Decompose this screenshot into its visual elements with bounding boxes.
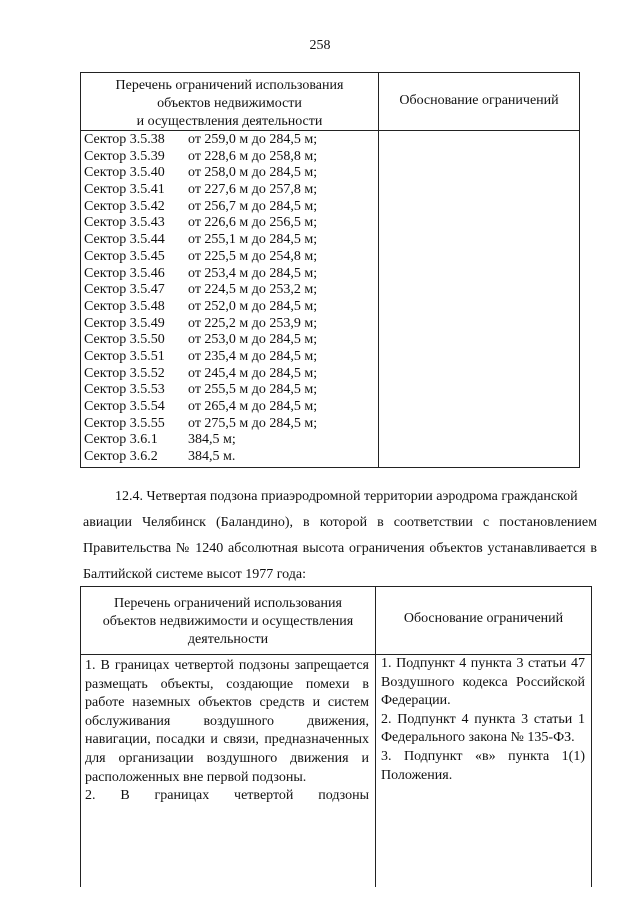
sector-row	[84, 366, 376, 383]
height-range: от 253,0 м до 284,5 м;	[188, 332, 318, 348]
column-header-restrictions	[81, 595, 375, 649]
paragraph-text: авиации Челябинск (Баландино), в которой в соответствии с постановлением Правительства № 1240 абсолютная высота ограничения объектов устанавливается в Балтийской системе высот 1977 года:	[83, 515, 597, 582]
restrictions-cell	[85, 657, 369, 806]
sector-label: Сектор 3.6.1	[84, 432, 158, 448]
sector-label: Сектор 3.5.39	[84, 148, 165, 164]
sector-label: Сектор 3.5.53	[84, 382, 165, 398]
sector-label: Сектор 3.6.2	[84, 449, 158, 465]
sector-row	[84, 449, 376, 466]
sector-rows	[84, 132, 376, 466]
sector-row	[84, 149, 376, 166]
sector-row	[84, 165, 376, 182]
section-12-4-paragraph	[83, 484, 597, 588]
sector-label: Сектор 3.5.55	[84, 415, 165, 431]
sector-label: Сектор 3.5.48	[84, 298, 165, 314]
sector-row	[84, 132, 376, 149]
sector-row	[84, 199, 376, 216]
restriction-item-2: 2. В границах четвертой подзоны	[85, 788, 369, 804]
column-header-restrictions	[81, 77, 378, 131]
sector-label: Сектор 3.5.47	[84, 282, 165, 298]
sector-label: Сектор 3.5.54	[84, 399, 165, 414]
page-number: 258	[309, 38, 331, 53]
height-range: 384,5 м.	[188, 449, 236, 465]
sector-row	[84, 299, 376, 316]
sector-label: Сектор 3.5.38	[84, 132, 165, 147]
header-line: Перечень ограничений использования	[114, 596, 342, 611]
height-range: от 225,2 м до 253,9 м;	[188, 315, 318, 331]
sector-row	[84, 215, 376, 232]
height-range: от 255,1 м до 284,5 м;	[188, 232, 318, 248]
height-range: от 227,6 м до 257,8 м;	[188, 182, 318, 198]
header-line: деятельности	[187, 632, 269, 647]
sector-label: Сектор 3.5.43	[84, 215, 165, 231]
fourth-subzone-table	[80, 586, 592, 887]
height-range: от 256,7 м до 284,5 м;	[188, 198, 318, 214]
height-range: от 252,0 м до 284,5 м;	[188, 298, 318, 314]
sector-label: Сектор 3.5.40	[84, 165, 165, 181]
height-range: от 258,0 м до 284,5 м;	[188, 165, 318, 181]
sector-row	[84, 249, 376, 266]
header-line: и осуществления деятельности	[136, 114, 323, 129]
justification-item-1: 1. Подпункт 4 пункта 3 статьи 47 Воздушного кодекса Российской Федерации.	[381, 656, 585, 709]
sector-label: Сектор 3.5.50	[84, 332, 165, 348]
sector-row	[84, 399, 376, 416]
justification-item-2: 2. Подпункт 4 пункта 3 статьи 1 Федерального закона № 135-ФЗ.	[381, 711, 585, 746]
sector-label: Сектор 3.5.52	[84, 365, 165, 381]
height-range: от 225,5 м до 254,8 м;	[188, 248, 318, 264]
sector-label: Сектор 3.5.49	[84, 315, 165, 331]
sector-row	[84, 382, 376, 399]
height-range: от 259,0 м до 284,5 м;	[188, 132, 318, 147]
sector-row	[84, 332, 376, 349]
sector-row	[84, 232, 376, 249]
height-range: от 255,5 м до 284,5 м;	[188, 382, 318, 398]
sector-row	[84, 182, 376, 199]
height-range: от 275,5 м до 284,5 м;	[188, 415, 318, 431]
sector-label: Сектор 3.5.51	[84, 348, 165, 364]
sector-label: Сектор 3.5.46	[84, 265, 165, 281]
sector-limits-table	[80, 72, 580, 468]
column-header-justification: Обоснование ограничений	[399, 93, 559, 108]
sector-row	[84, 266, 376, 283]
sector-label: Сектор 3.5.42	[84, 198, 165, 214]
sector-label: Сектор 3.5.41	[84, 182, 165, 198]
height-range: от 226,6 м до 256,5 м;	[188, 215, 318, 231]
sector-label: Сектор 3.5.45	[84, 248, 165, 264]
sector-row	[84, 349, 376, 366]
height-range: от 265,4 м до 284,5 м;	[188, 399, 318, 414]
height-range: от 253,4 м до 284,5 м;	[188, 265, 318, 281]
paragraph-first-line: 12.4. Четвертая подзона приаэродромной территории аэродрома гражданской	[115, 489, 578, 504]
sector-row	[84, 316, 376, 333]
restriction-item-1: 1. В границах четвертой подзоны запрещается размещать объекты, создающие помехи в работе наземных объектов средств и систем обслуживания воздушного движения, навигации, посадки и связи, предназначенных для организации воздушного движения и расположенных вне первой подзоны.	[85, 658, 369, 785]
justification-cell	[381, 655, 585, 785]
height-range: от 235,4 м до 284,5 м;	[188, 348, 318, 364]
justification-item-3: 3. Подпункт «в» пункта 1(1) Положения.	[381, 748, 585, 783]
sector-row	[84, 432, 376, 449]
sector-row	[84, 282, 376, 299]
sector-row	[84, 416, 376, 433]
column-divider	[375, 587, 376, 887]
header-line: объектов недвижимости и осуществления	[102, 614, 354, 629]
height-range: 384,5 м;	[188, 432, 236, 448]
column-divider	[378, 73, 379, 467]
height-range: от 245,4 м до 284,5 м;	[188, 365, 318, 381]
column-header-justification: Обоснование ограничений	[403, 611, 564, 626]
height-range: от 224,5 м до 253,2 м;	[188, 282, 318, 298]
header-line: Перечень ограничений использования	[115, 78, 344, 93]
sector-label: Сектор 3.5.44	[84, 232, 165, 248]
header-line: объектов недвижимости	[157, 96, 302, 111]
height-range: от 228,6 м до 258,8 м;	[188, 148, 318, 164]
